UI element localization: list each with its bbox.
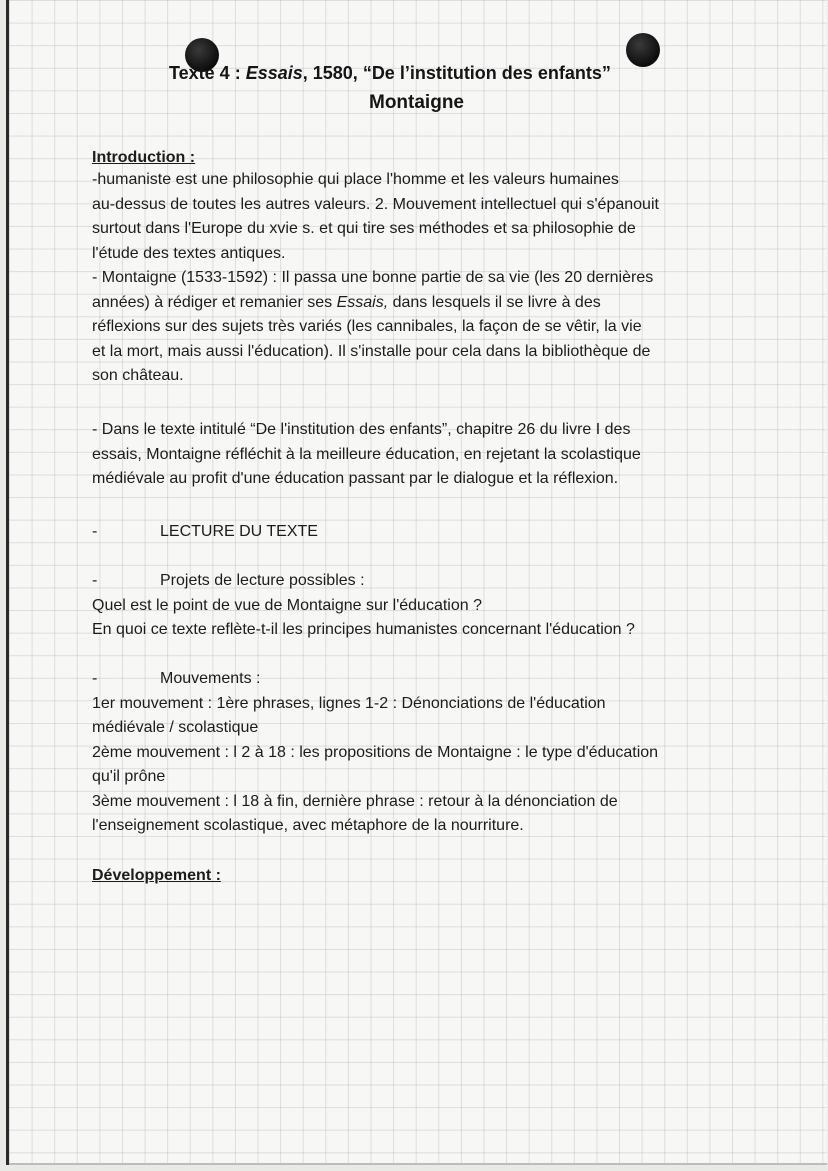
lecture-heading: - LECTURE DU TEXTE (92, 523, 318, 540)
notebook-page (6, 0, 827, 1165)
introduction-heading: Introduction : (92, 149, 196, 166)
introduction-paragraph-3: - Dans le texte intitulé “De l'institution des enfants”, chapitre 26 du livre I des essais, Montaigne réfléchit à la meilleure éducation, en rejetant la scolastique médiévale au profit d'une éducation passant par le dialogue et la réflexion. (92, 421, 641, 487)
developpement-heading: Développement : (92, 867, 221, 884)
introduction-paragraph-2: - Montaigne (1533-1592) : Il passa une bonne partie de sa vie (les 20 dernières années) à rédiger et remanier ses Essais, dans lesquels il se livre à des réflexions sur des sujets très variés (les cannibales, la façon de se vêtir, la vie et la mort, mais aussi l'éducation). Il s'installe pour cela dans la bibliothèque de son château. (92, 269, 654, 384)
projets-section: - Projets de lecture possibles : Quel est le point de vue de Montaigne sur l'éducation ? En quoi ce texte reflète-t-il les principes humanistes concernant l'éducation ? (92, 572, 635, 638)
punch-hole-right (626, 33, 660, 67)
introduction-paragraph-1: -humaniste est une philosophie qui place l'homme et les valeurs humaines au-dessus de toutes les autres valeurs. 2. Mouvement intellectuel qui s'épanouit surtout dans l'Europe du xvie s. et qui tire ses méthodes et sa philosophie de l'étude des textes antiques. (92, 171, 659, 262)
document-title: Texte 4 : Essais, 1580, “De l’institution des enfants” (169, 63, 611, 83)
document-author: Montaigne (369, 92, 464, 113)
mouvements-section: - Mouvements : 1er mouvement : 1ère phrases, lignes 1-2 : Dénonciations de l'éducation médiévale / scolastique 2ème mouvement : l 2 à 18 : les propositions de Montaigne : le type d'éducation qu'il prône 3ème mouvement : l 18 à fin, dernière phrase : retour à la dénonciation de l'enseignement scolastique, avec métaphore de la nourriture. (92, 670, 659, 834)
